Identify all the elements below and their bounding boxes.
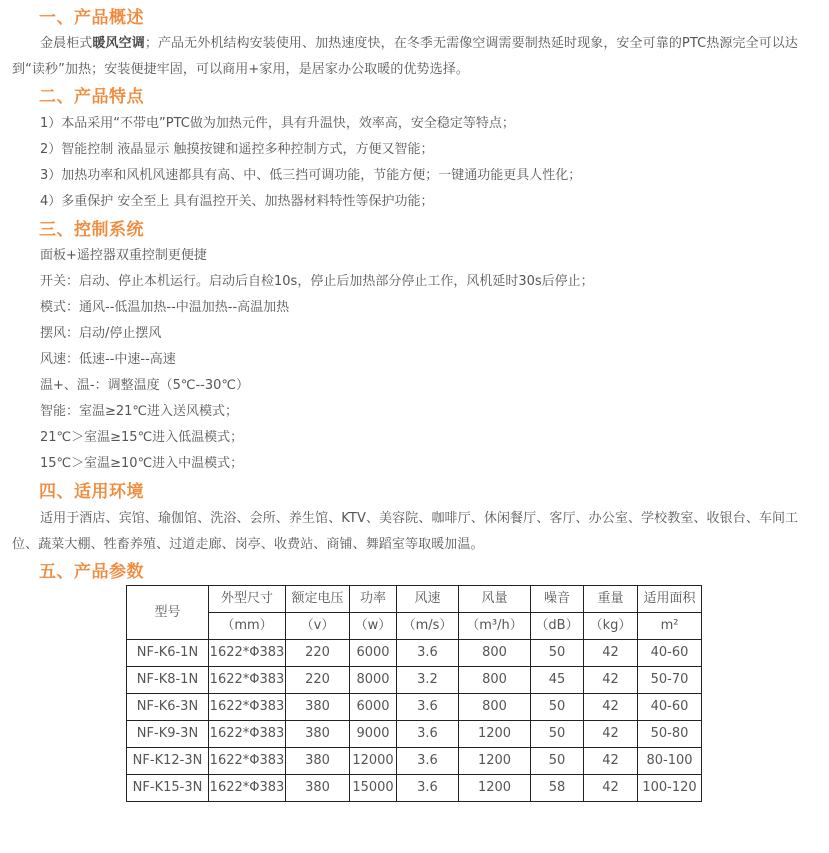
overview-lead: 金晨柜式 (40, 36, 93, 51)
cell-wind-speed: 3.6 (397, 748, 459, 775)
cell-model: NF-K12-3N (127, 748, 209, 775)
cell-power: 15000 (350, 775, 397, 802)
cell-power: 8000 (350, 667, 397, 694)
cell-voltage: 380 (286, 721, 350, 748)
overview-bold-product: 暖风空调 (92, 36, 145, 51)
cell-weight: 42 (584, 640, 638, 667)
cell-area: 80-100 (638, 748, 702, 775)
cell-wind-speed: 3.6 (397, 640, 459, 667)
section-title-features: 二、产品特点 (39, 87, 144, 107)
cell-size: 1622*Φ383 (209, 748, 286, 775)
feature-item: 2）智能控制 液晶显示 触摸按键和遥控多种控制方式，方便又智能； (40, 142, 434, 157)
control-item: 风速：低速--中速--高速 (40, 352, 176, 367)
section-title-params: 五、产品参数 (39, 562, 144, 582)
header-size: 外型尺寸 (209, 586, 286, 613)
cell-area: 50-80 (638, 721, 702, 748)
cell-noise: 45 (531, 667, 584, 694)
cell-area: 100-120 (638, 775, 702, 802)
table-header-row (127, 586, 702, 613)
cell-noise: 58 (531, 775, 584, 802)
cell-weight: 42 (584, 775, 638, 802)
cell-weight: 42 (584, 694, 638, 721)
cell-size: 1622*Φ383 (209, 694, 286, 721)
cell-size: 1622*Φ383 (209, 775, 286, 802)
cell-area: 50-70 (638, 667, 702, 694)
control-item: 21℃＞室温≥15℃进入低温模式； (40, 430, 244, 445)
section-title-environment: 四、适用环境 (39, 482, 144, 502)
unit-weight: （kg） (584, 613, 638, 640)
header-airflow: 风量 (459, 586, 531, 613)
table-row (127, 775, 702, 802)
control-item: 智能：室温≥21℃进入送风模式； (40, 404, 239, 419)
header-power: 功率 (350, 586, 397, 613)
control-item: 模式：通风--低温加热--中温加热--高温加热 (40, 300, 290, 315)
table-row (127, 721, 702, 748)
table-row (127, 694, 702, 721)
cell-power: 12000 (350, 748, 397, 775)
cell-wind-speed: 3.6 (397, 694, 459, 721)
cell-wind-speed: 3.6 (397, 775, 459, 802)
cell-noise: 50 (531, 694, 584, 721)
cell-wind-speed: 3.2 (397, 667, 459, 694)
cell-power: 6000 (350, 694, 397, 721)
unit-power: （w） (350, 613, 397, 640)
header-area: 适用面积 (638, 586, 702, 613)
product-params-table (126, 585, 702, 802)
cell-size: 1622*Φ383 (209, 721, 286, 748)
header-noise: 噪音 (531, 586, 584, 613)
cell-noise: 50 (531, 640, 584, 667)
cell-airflow: 800 (459, 667, 531, 694)
cell-area: 40-60 (638, 694, 702, 721)
cell-weight: 42 (584, 721, 638, 748)
header-weight: 重量 (584, 586, 638, 613)
control-item: 开关：启动、停止本机运行。启动后自检10s，停止后加热部分停止工作，风机延时30s后停止； (40, 274, 594, 289)
cell-area: 40-60 (638, 640, 702, 667)
control-item: 温+、温-：调整温度（5℃--30℃） (40, 378, 249, 393)
table-header-unit-row (127, 613, 702, 640)
cell-airflow: 1200 (459, 775, 531, 802)
feature-item: 1）本品采用“不带电”PTC做为加热元件，具有升温快，效率高，安全稳定等特点； (40, 116, 515, 131)
control-item: 面板+遥控器双重控制更便捷 (40, 248, 207, 263)
environment-paragraph: 适用于酒店、宾馆、瑜伽馆、洗浴、会所、养生馆、KTV、美容院、咖啡厅、休闲餐厅、客厅、办公室、学校教室、收银台、车间工位、蔬菜大棚、牲畜养殖、过道走廊、岗亭、收费站、商铺、舞蹈室等取暖加温。 (12, 511, 799, 552)
cell-wind-speed: 3.6 (397, 721, 459, 748)
cell-model: NF-K6-1N (127, 640, 209, 667)
cell-airflow: 800 (459, 640, 531, 667)
cell-weight: 42 (584, 748, 638, 775)
header-wind-speed: 风速 (397, 586, 459, 613)
cell-voltage: 380 (286, 748, 350, 775)
cell-power: 9000 (350, 721, 397, 748)
control-item: 摆风：启动/停止摆风 (40, 326, 162, 341)
unit-size: （mm） (209, 613, 286, 640)
overview-rest: ；产品无外机结构安装使用、加热速度快，在冬季无需像空调需要制热延时现象，安全可靠的PTC热源完全可以达到“读秒”加热；安装便捷牢固，可以商用+家用，是居家办公取暖的优势选择。 (12, 36, 799, 77)
cell-airflow: 800 (459, 694, 531, 721)
cell-size: 1622*Φ383 (209, 667, 286, 694)
cell-model: NF-K9-3N (127, 721, 209, 748)
unit-wind-speed: （m/s） (397, 613, 459, 640)
feature-item: 3）加热功率和风机风速都具有高、中、低三挡可调功能，节能方便；一键通功能更具人性化； (40, 168, 582, 183)
unit-area: m² (638, 613, 702, 640)
control-item: 15℃＞室温≥10℃进入中温模式； (40, 456, 244, 471)
cell-noise: 50 (531, 748, 584, 775)
table-row (127, 667, 702, 694)
cell-model: NF-K6-3N (127, 694, 209, 721)
cell-voltage: 220 (286, 667, 350, 694)
cell-weight: 42 (584, 667, 638, 694)
cell-voltage: 380 (286, 694, 350, 721)
header-voltage: 额定电压 (286, 586, 350, 613)
section-title-control: 三、控制系统 (39, 220, 144, 240)
cell-airflow: 1200 (459, 748, 531, 775)
table-row (127, 748, 702, 775)
cell-voltage: 380 (286, 775, 350, 802)
cell-size: 1622*Φ383 (209, 640, 286, 667)
header-model: 型号 (127, 586, 209, 640)
unit-noise: （dB） (531, 613, 584, 640)
cell-model: NF-K8-1N (127, 667, 209, 694)
feature-item: 4）多重保护 安全至上 具有温控开关、加热器材料特性等保护功能； (40, 194, 434, 209)
overview-paragraph (12, 31, 817, 83)
unit-airflow: （m³/h） (459, 613, 531, 640)
cell-airflow: 1200 (459, 721, 531, 748)
cell-model: NF-K15-3N (127, 775, 209, 802)
table-row (127, 640, 702, 667)
cell-noise: 50 (531, 721, 584, 748)
cell-power: 6000 (350, 640, 397, 667)
cell-voltage: 220 (286, 640, 350, 667)
unit-voltage: （v） (286, 613, 350, 640)
section-title-overview: 一、产品概述 (39, 8, 144, 28)
